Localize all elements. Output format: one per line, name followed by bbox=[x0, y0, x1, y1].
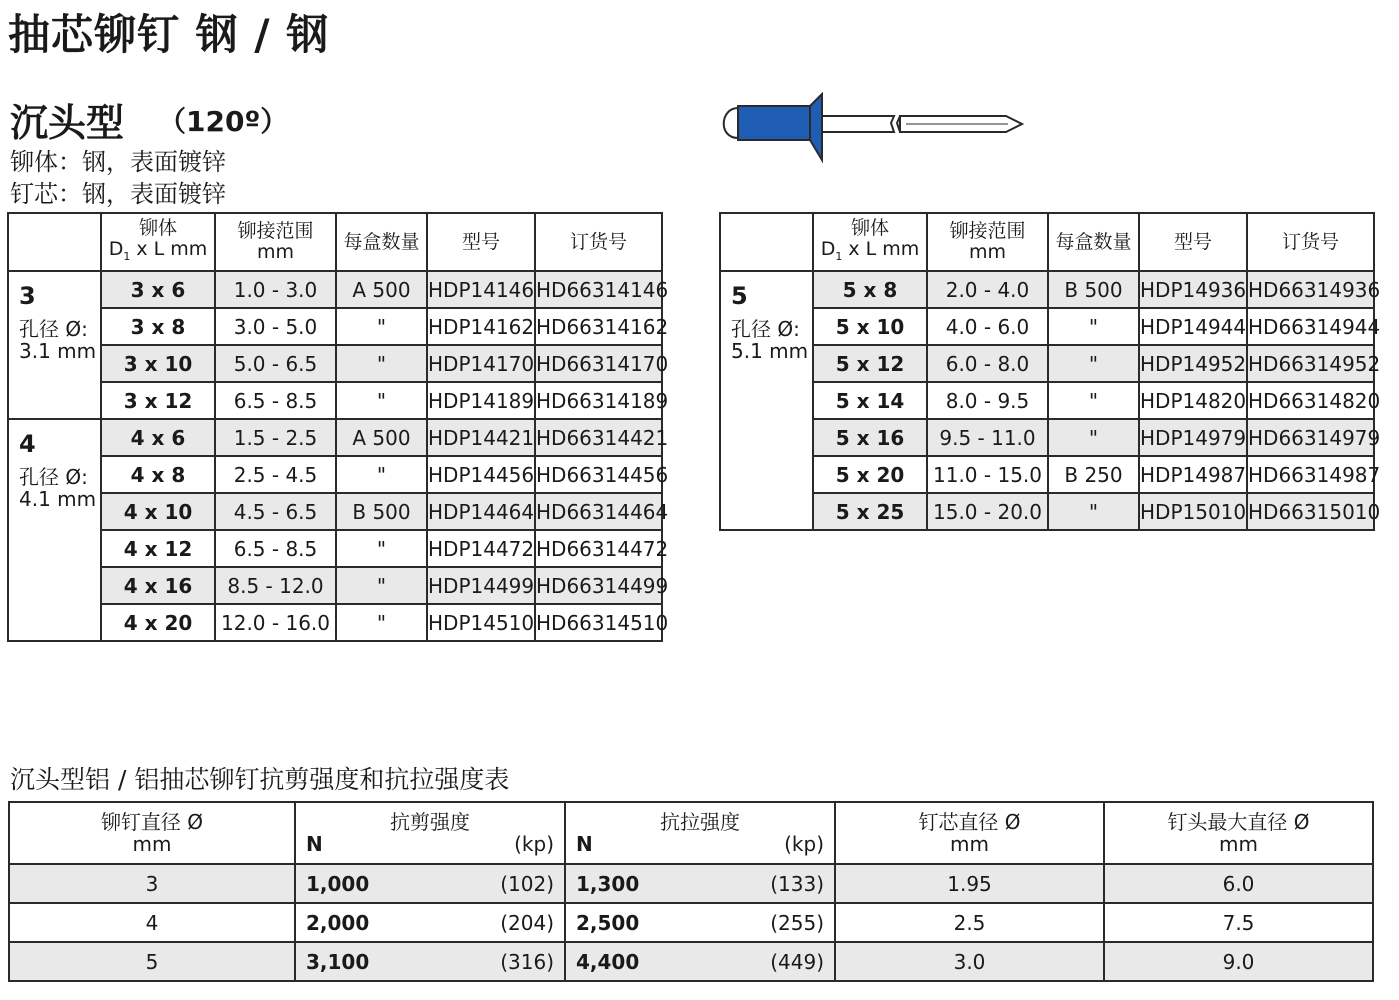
order-number-cell: HD66314464 bbox=[535, 493, 662, 530]
box-qty-cell: " bbox=[336, 604, 427, 641]
tensile-kp: (133) bbox=[770, 871, 824, 896]
spec-row bbox=[720, 382, 1374, 419]
box-qty-cell: B 250 bbox=[1048, 456, 1139, 493]
box-qty-cell: " bbox=[1048, 345, 1139, 382]
spec-row bbox=[720, 456, 1374, 493]
shear-n: 2,000 bbox=[306, 910, 370, 935]
size-group-cell bbox=[8, 419, 101, 641]
hole-diameter: 5.1 mm bbox=[731, 339, 809, 363]
box-qty-cell: " bbox=[1048, 493, 1139, 530]
head-diameter-header: 钉头最大直径 Ø mm bbox=[1104, 802, 1373, 864]
spec-row bbox=[720, 271, 1374, 308]
hole-label: 孔径 Ø: bbox=[731, 317, 800, 341]
model-cell: HDP14820 bbox=[1139, 382, 1247, 419]
grip-range-cell: 4.5 - 6.5 bbox=[215, 493, 336, 530]
mandrel-diameter-cell: 2.5 bbox=[835, 903, 1104, 942]
order-number-cell: HD66314979 bbox=[1247, 419, 1374, 456]
model-cell: HDP14421 bbox=[427, 419, 535, 456]
order-number-cell: HD66314162 bbox=[535, 308, 662, 345]
rivet-flange bbox=[810, 94, 822, 160]
order-number-cell: HD66314936 bbox=[1247, 271, 1374, 308]
order-header: 订货号 bbox=[535, 213, 662, 271]
model-cell: HDP14936 bbox=[1139, 271, 1247, 308]
order-number-cell: HD66314421 bbox=[535, 419, 662, 456]
model-cell: HDP15010 bbox=[1139, 493, 1247, 530]
order-number-cell: HD66314189 bbox=[535, 382, 662, 419]
order-number-cell: HD66314952 bbox=[1247, 345, 1374, 382]
size-number: 4 bbox=[19, 430, 36, 458]
strength-row bbox=[9, 864, 1373, 903]
head-diameter-cell: 9.0 bbox=[1104, 942, 1373, 981]
model-cell: HDP14472 bbox=[427, 530, 535, 567]
grip-range-cell: 3.0 - 5.0 bbox=[215, 308, 336, 345]
model-cell: HDP14464 bbox=[427, 493, 535, 530]
order-number-cell: HD66314146 bbox=[535, 271, 662, 308]
tensile-kp: (449) bbox=[770, 949, 824, 974]
model-cell: HDP14146 bbox=[427, 271, 535, 308]
dimension-cell: 5 x 16 bbox=[813, 419, 927, 456]
dimension-cell: 4 x 6 bbox=[101, 419, 215, 456]
shear-n: 3,100 bbox=[306, 949, 370, 974]
spec-table-right bbox=[719, 212, 1381, 531]
box-qty-cell: " bbox=[1048, 419, 1139, 456]
rivet-diameter-cell: 3 bbox=[9, 864, 295, 903]
spec-row bbox=[8, 456, 662, 493]
spec-row bbox=[720, 419, 1374, 456]
box-qty-cell: A 500 bbox=[336, 271, 427, 308]
shear-kp: (204) bbox=[500, 910, 554, 935]
tensile-cell bbox=[565, 864, 835, 903]
section-subtitle: 沉头型 bbox=[10, 101, 125, 145]
spec-row bbox=[8, 382, 662, 419]
model-cell: HDP14162 bbox=[427, 308, 535, 345]
dimension-cell: 4 x 20 bbox=[101, 604, 215, 641]
grip-range-cell: 1.0 - 3.0 bbox=[215, 271, 336, 308]
tensile-n: 4,400 bbox=[576, 949, 640, 974]
box-qty-cell: A 500 bbox=[336, 419, 427, 456]
mandrel-shank bbox=[822, 116, 894, 132]
tensile-cell bbox=[565, 942, 835, 981]
size-group-cell bbox=[720, 271, 813, 530]
mandrel-diameter-cell: 3.0 bbox=[835, 942, 1104, 981]
countersunk-rivet-illustration bbox=[716, 92, 1028, 164]
spec-header-row bbox=[8, 213, 662, 271]
model-cell: HDP14189 bbox=[427, 382, 535, 419]
box-qty-cell: " bbox=[336, 456, 427, 493]
grip-range-cell: 8.0 - 9.5 bbox=[927, 382, 1048, 419]
mandrel-diameter-cell: 1.95 bbox=[835, 864, 1104, 903]
size-number: 3 bbox=[19, 282, 36, 310]
grip-range-cell: 6.0 - 8.0 bbox=[927, 345, 1048, 382]
strength-table bbox=[8, 801, 1374, 982]
shear-header: 抗剪强度 N (kp) bbox=[295, 802, 565, 864]
spec-row bbox=[720, 308, 1374, 345]
grip-range-cell: 9.5 - 11.0 bbox=[927, 419, 1048, 456]
tensile-kp: (255) bbox=[770, 910, 824, 935]
dimension-cell: 5 x 20 bbox=[813, 456, 927, 493]
head-diameter-cell: 7.5 bbox=[1104, 903, 1373, 942]
spec-row bbox=[720, 493, 1374, 530]
shear-cell bbox=[295, 864, 565, 903]
mandrel-material: 钉芯：钢，表面镀锌 bbox=[10, 180, 226, 208]
spec-row bbox=[8, 567, 662, 604]
model-cell: HDP14979 bbox=[1139, 419, 1247, 456]
strength-row bbox=[9, 903, 1373, 942]
box-qty-cell: " bbox=[336, 530, 427, 567]
spec-row bbox=[720, 345, 1374, 382]
order-number-cell: HD66314944 bbox=[1247, 308, 1374, 345]
order-number-cell: HD66314456 bbox=[535, 456, 662, 493]
box-qty-cell: " bbox=[336, 345, 427, 382]
grip-header: 铆接范围 mm bbox=[215, 213, 336, 271]
tensile-cell bbox=[565, 903, 835, 942]
size-header bbox=[8, 213, 101, 271]
rivet-diameter-cell: 5 bbox=[9, 942, 295, 981]
tensile-n: 2,500 bbox=[576, 910, 640, 935]
page-title: 抽芯铆钉 钢 / 钢 bbox=[8, 10, 330, 59]
strength-table-title: 沉头型铝 / 铝抽芯铆钉抗剪强度和抗拉强度表 bbox=[10, 765, 510, 794]
dimension-cell: 3 x 8 bbox=[101, 308, 215, 345]
dimension-cell: 3 x 10 bbox=[101, 345, 215, 382]
order-number-cell: HD66314472 bbox=[535, 530, 662, 567]
shear-kp: (316) bbox=[500, 949, 554, 974]
diameter-header: 铆钉直径 Ø mm bbox=[9, 802, 295, 864]
tensile-header: 抗拉强度 N (kp) bbox=[565, 802, 835, 864]
shear-n: 1,000 bbox=[306, 871, 370, 896]
dim-header: 铆体 $D_1$ x L mm bbox=[101, 213, 215, 271]
order-number-cell: HD66314987 bbox=[1247, 456, 1374, 493]
model-header: 型号 bbox=[1139, 213, 1247, 271]
model-cell: HDP14987 bbox=[1139, 456, 1247, 493]
box-qty-cell: B 500 bbox=[336, 493, 427, 530]
spec-row bbox=[8, 308, 662, 345]
size-header bbox=[720, 213, 813, 271]
model-header: 型号 bbox=[427, 213, 535, 271]
spec-header-row bbox=[720, 213, 1374, 271]
order-number-cell: HD66314510 bbox=[535, 604, 662, 641]
box-qty-cell: " bbox=[336, 382, 427, 419]
model-cell: HDP14456 bbox=[427, 456, 535, 493]
mandrel-diameter-header: 钉芯直径 Ø mm bbox=[835, 802, 1104, 864]
order-number-cell: HD66315010 bbox=[1247, 493, 1374, 530]
strength-header-row bbox=[9, 802, 1373, 864]
hole-label: 孔径 Ø: bbox=[19, 317, 88, 341]
grip-range-cell: 6.5 - 8.5 bbox=[215, 382, 336, 419]
strength-row bbox=[9, 942, 1373, 981]
grip-range-cell: 1.5 - 2.5 bbox=[215, 419, 336, 456]
order-number-cell: HD66314820 bbox=[1247, 382, 1374, 419]
box-qty-cell: " bbox=[336, 308, 427, 345]
model-cell: HDP14170 bbox=[427, 345, 535, 382]
size-group-cell bbox=[8, 271, 101, 419]
box-qty-cell: B 500 bbox=[1048, 271, 1139, 308]
shear-cell bbox=[295, 942, 565, 981]
model-cell: HDP14952 bbox=[1139, 345, 1247, 382]
dimension-cell: 5 x 10 bbox=[813, 308, 927, 345]
spec-row bbox=[8, 345, 662, 382]
shear-kp: (102) bbox=[500, 871, 554, 896]
box-qty-cell: " bbox=[1048, 308, 1139, 345]
dimension-cell: 5 x 14 bbox=[813, 382, 927, 419]
order-number-cell: HD66314170 bbox=[535, 345, 662, 382]
grip-range-cell: 5.0 - 6.5 bbox=[215, 345, 336, 382]
box-qty-cell: " bbox=[336, 567, 427, 604]
angle-label: （120º） bbox=[158, 105, 289, 138]
grip-range-cell: 4.0 - 6.0 bbox=[927, 308, 1048, 345]
tensile-n: 1,300 bbox=[576, 871, 640, 896]
body-material: 铆体：钢，表面镀锌 bbox=[10, 148, 226, 176]
hole-label: 孔径 Ø: bbox=[19, 465, 88, 489]
spec-row bbox=[8, 530, 662, 567]
spec-row bbox=[8, 419, 662, 456]
model-cell: HDP14510 bbox=[427, 604, 535, 641]
order-number-cell: HD66314499 bbox=[535, 567, 662, 604]
model-cell: HDP14499 bbox=[427, 567, 535, 604]
dim-header: 铆体 $D_1$ x L mm bbox=[813, 213, 927, 271]
qty-header: 每盒数量 bbox=[1048, 213, 1139, 271]
rivet-body bbox=[738, 106, 818, 140]
dimension-cell: 4 x 16 bbox=[101, 567, 215, 604]
dimension-cell: 4 x 12 bbox=[101, 530, 215, 567]
shear-cell bbox=[295, 903, 565, 942]
spec-row bbox=[8, 271, 662, 308]
grip-range-cell: 2.5 - 4.5 bbox=[215, 456, 336, 493]
grip-header: 铆接范围 mm bbox=[927, 213, 1048, 271]
box-qty-cell: " bbox=[1048, 382, 1139, 419]
dimension-cell: 3 x 6 bbox=[101, 271, 215, 308]
dimension-cell: 3 x 12 bbox=[101, 382, 215, 419]
rivet-diameter-cell: 4 bbox=[9, 903, 295, 942]
head-diameter-cell: 6.0 bbox=[1104, 864, 1373, 903]
spec-row bbox=[8, 604, 662, 641]
grip-range-cell: 15.0 - 20.0 bbox=[927, 493, 1048, 530]
model-cell: HDP14944 bbox=[1139, 308, 1247, 345]
dimension-cell: 4 x 8 bbox=[101, 456, 215, 493]
dimension-cell: 5 x 25 bbox=[813, 493, 927, 530]
hole-diameter: 4.1 mm bbox=[19, 487, 97, 511]
grip-range-cell: 8.5 - 12.0 bbox=[215, 567, 336, 604]
qty-header: 每盒数量 bbox=[336, 213, 427, 271]
grip-range-cell: 12.0 - 16.0 bbox=[215, 604, 336, 641]
spec-row bbox=[8, 493, 662, 530]
size-number: 5 bbox=[731, 282, 748, 310]
dimension-cell: 5 x 12 bbox=[813, 345, 927, 382]
order-header: 订货号 bbox=[1247, 213, 1374, 271]
dimension-cell: 5 x 8 bbox=[813, 271, 927, 308]
spec-table-left bbox=[7, 212, 669, 642]
grip-range-cell: 2.0 - 4.0 bbox=[927, 271, 1048, 308]
grip-range-cell: 6.5 - 8.5 bbox=[215, 530, 336, 567]
grip-range-cell: 11.0 - 15.0 bbox=[927, 456, 1048, 493]
dimension-cell: 4 x 10 bbox=[101, 493, 215, 530]
hole-diameter: 3.1 mm bbox=[19, 339, 97, 363]
